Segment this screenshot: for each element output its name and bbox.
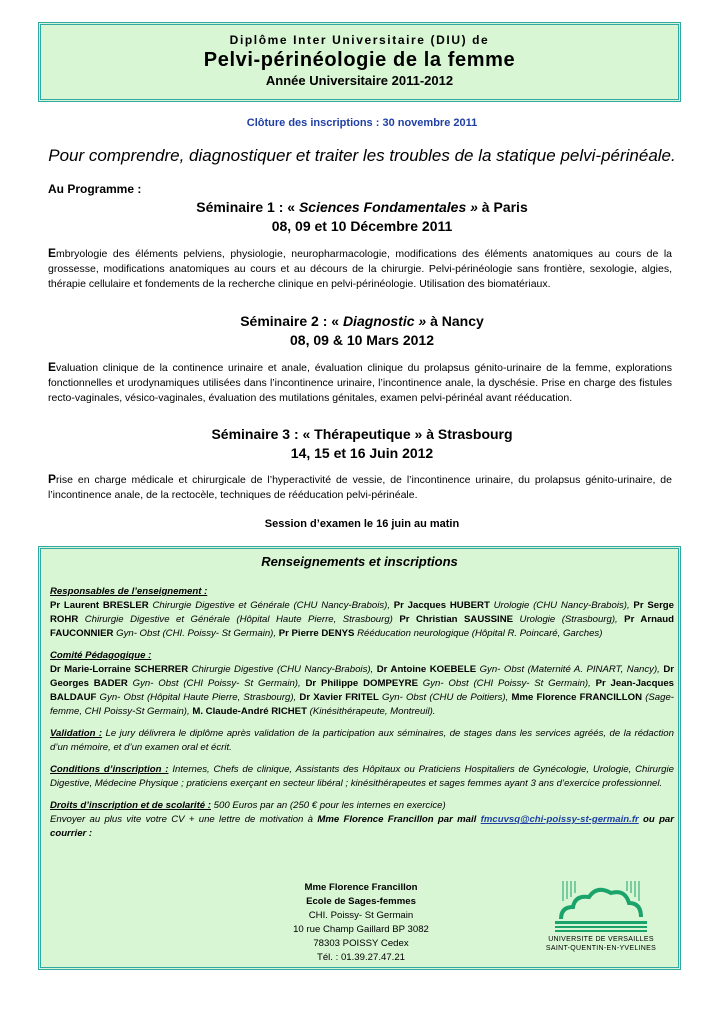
address-line: 10 rue Champ Gaillard BP 3082: [293, 924, 429, 935]
comite-name: M. Claude-André RICHET: [192, 706, 307, 717]
seminar-3-text: rise en charge médicale et chirurgicale de l’hyperactivité de vessie, de l’incontinence urinaire, du prolapsus génito-urinaire, de l’incontinence anale, de la rectocèle, techniques de rééducation pelvi-périnéale.: [48, 474, 672, 501]
seminar-1-title: [0, 198, 724, 236]
seminar-2-text: valuation clinique de la continence urinaire et anale, évaluation clinique du prolapsus génito-urinaire de la femme, explorations fonctionnelles et urodynamiques utilisées dans l’incontinence urinaire, l’incontinence anale, la dyschésie. Prise en charge des fistules recto-vaginales, vésico-vaginales, évaluation des mutilations génitales, examen pelvi-périnéal avant rééducation.: [48, 362, 672, 404]
seminar-3-description: [48, 472, 672, 503]
droits-label: Droits d’inscription et de scolarité :: [50, 800, 211, 811]
seminar-1-initial: E: [48, 246, 57, 260]
envoyer-contact: Mme Florence Francillon par mail: [317, 814, 481, 825]
seminar-3-initial: P: [48, 472, 57, 486]
responsables-label: Responsables de l’enseignement :: [50, 586, 208, 597]
resp-role: Rééducation neurologique (Hôpital R. Poincaré, Garches): [354, 628, 603, 639]
seminar-2-title-italic: Diagnostic »: [342, 313, 427, 329]
seminar-1-text: mbryologie des éléments pelviens, physiologie, neuropharmacologie, modifications des éléments anatomiques au cours de la grossesse, modifications anatomiques au cours et au décours de la chirurgie. Pelvi-périnéologie sans frontière, sexologie, algies, thérapie cellulaire et fondements de la recherche clinique en pelvi-périnéologie. Utilisation des biomatériaux.: [48, 248, 672, 290]
comite-name: Dr Georges BADER: [50, 664, 674, 689]
academic-year: Année Universitaire 2011-2012: [265, 73, 454, 88]
seminar-2-dates: 08, 09 & 10 Mars 2012: [290, 332, 434, 348]
resp-role: Chirurgie Digestive et Générale (Hôpital Haute Pierre, Strasbourg): [78, 614, 400, 625]
logo-line-2: SAINT-QUENTIN-EN-YVELINES: [545, 945, 657, 952]
resp-role: Urologie (CHU Nancy-Brabois),: [489, 600, 634, 611]
address-line: Ecole de Sages-femmes: [306, 896, 416, 907]
resp-role: Chirurgie Digestive et Générale (CHU Nancy-Brabois),: [148, 600, 394, 611]
envoyer-text: Envoyer au plus vite votre CV + une lettre de motivation à: [50, 814, 318, 825]
seminar-1-dates: 08, 09 et 10 Décembre 2011: [271, 218, 453, 234]
validation-label: Validation :: [50, 728, 103, 739]
seminar-1-title-pre: Séminaire 1 : «: [196, 199, 299, 215]
resp-name: Pr Jacques HUBERT: [393, 600, 490, 611]
seminar-2-description: [48, 360, 672, 406]
info-title: Renseignements et inscriptions: [261, 554, 458, 569]
resp-name: Pr Laurent BRESLER: [50, 600, 149, 611]
seminar-3-title: [0, 425, 724, 463]
university-logo-icon: [541, 879, 661, 935]
comite-name: Mme Florence FRANCILLON: [511, 692, 643, 703]
droits-section: [50, 799, 674, 841]
seminar-3-title-pre: Séminaire 3 : « Thérapeutique » à Strasbourg: [211, 426, 513, 442]
comite-label: Comité Pédagogique :: [50, 650, 152, 661]
seminar-1-title-italic: Sciences Fondamentales »: [298, 199, 478, 215]
comite-role: Gyn- Obst (CHI Poissy- St Germain),: [417, 678, 596, 689]
comite-role: Gyn- Obst (Maternité A. PINART, Nancy),: [476, 664, 664, 675]
address-line: 78303 POISSY Cedex: [313, 938, 409, 949]
info-box: [38, 546, 681, 970]
postal-address: [241, 881, 481, 965]
comite-role: (Kinésithérapeute, Montreuil).: [306, 706, 436, 717]
seminar-2-initial: E: [48, 360, 57, 374]
info-body: [50, 585, 674, 849]
validation-section: [50, 727, 674, 755]
droits-text: 500 Euros par an (250 € pour les internes en exercice): [211, 800, 446, 811]
responsables-section: [50, 585, 674, 641]
registration-closing: Clôture des inscriptions : 30 novembre 2011: [246, 117, 478, 129]
logo-text: [541, 935, 661, 953]
seminar-2-city: à Nancy: [426, 313, 484, 329]
comite-section: [50, 649, 674, 719]
seminar-2-title-pre: Séminaire 2 : «: [240, 313, 343, 329]
address-line: Tél. : 01.39.27.47.21: [316, 952, 405, 963]
resp-name: Pr Pierre DENYS: [278, 628, 355, 639]
comite-role: Gyn- Obst (CHI Poissy- St Germain),: [127, 678, 306, 689]
resp-role: Gyn- Obst (CHI. Poissy- St Germain),: [113, 628, 279, 639]
conditions-section: [50, 763, 674, 791]
comite-name: Dr Antoine KOEBELE: [376, 664, 477, 675]
conditions-label: Conditions d’inscription :: [50, 764, 169, 775]
seminar-3-dates: 14, 15 et 16 Juin 2012: [290, 445, 434, 461]
envoyer-end: ou par courrier :: [50, 814, 675, 839]
comite-name: Dr Philippe DOMPEYRE: [305, 678, 418, 689]
resp-name: Pr Serge ROHR: [50, 600, 674, 625]
resp-name: Pr Arnaud FAUCONNIER: [50, 614, 674, 639]
comite-name: Dr Marie-Lorraine SCHERRER: [50, 664, 189, 675]
resp-name: Pr Christian SAUSSINE: [399, 614, 514, 625]
comite-name: Dr Xavier FRITEL: [299, 692, 379, 703]
header-box: [38, 22, 681, 102]
diploma-title: Pelvi-périnéologie de la femme: [203, 49, 516, 71]
resp-role: Urologie (Strasbourg),: [513, 614, 625, 625]
tagline: Pour comprendre, diagnostiquer et traiter les troubles de la statique pelvi-périnéale.: [48, 146, 676, 165]
comite-role: Gyn- Obst (CHU de Poitiers),: [378, 692, 512, 703]
seminar-2-title: [0, 312, 724, 350]
address-line: CHI. Poissy- St Germain: [308, 910, 414, 921]
comite-name: Pr Jean-Jacques BALDAUF: [50, 678, 674, 703]
comite-role: Chirurgie Digestive (CHU Nancy-Brabois),: [188, 664, 377, 675]
address-line: Mme Florence Francillon: [304, 882, 418, 893]
diploma-line: Diplôme Inter Universitaire (DIU) de: [229, 33, 490, 47]
validation-text: Le jury délivrera le diplôme après validation de la participation aux séminaires, de stages dans les services agréés, de la rédaction d’un mémoire, et d’un examen oral et écrit.: [50, 728, 674, 753]
exam-session: Session d’examen le 16 juin au matin: [264, 518, 460, 530]
conditions-text: Internes, Chefs de clinique, Assistants des Hôpitaux ou Praticiens Hospitaliers de Gynécologie, Urologie, Chirurgie Digestive, Médecine Physique ; praticiens exerçant en secteur libéral ; kinésithérapeutes et sages femmes ayant 3 ans d’exercice professionnel.: [50, 764, 674, 789]
seminar-1-city: à Paris: [477, 199, 528, 215]
logo-line-1: UNIVERSITE DE VERSAILLES: [548, 936, 654, 943]
contact-email-link[interactable]: fmcuvsq@chi-poissy-st-germain.fr: [480, 814, 639, 825]
comite-role: Gyn- Obst (Hôpital Haute Pierre, Strasbourg),: [96, 692, 300, 703]
programme-label: Au Programme :: [48, 182, 142, 196]
university-logo: [541, 879, 661, 959]
comite-role: (Sage-femme, CHI Poissy-St Germain),: [50, 692, 674, 717]
seminar-1-description: [48, 246, 672, 292]
